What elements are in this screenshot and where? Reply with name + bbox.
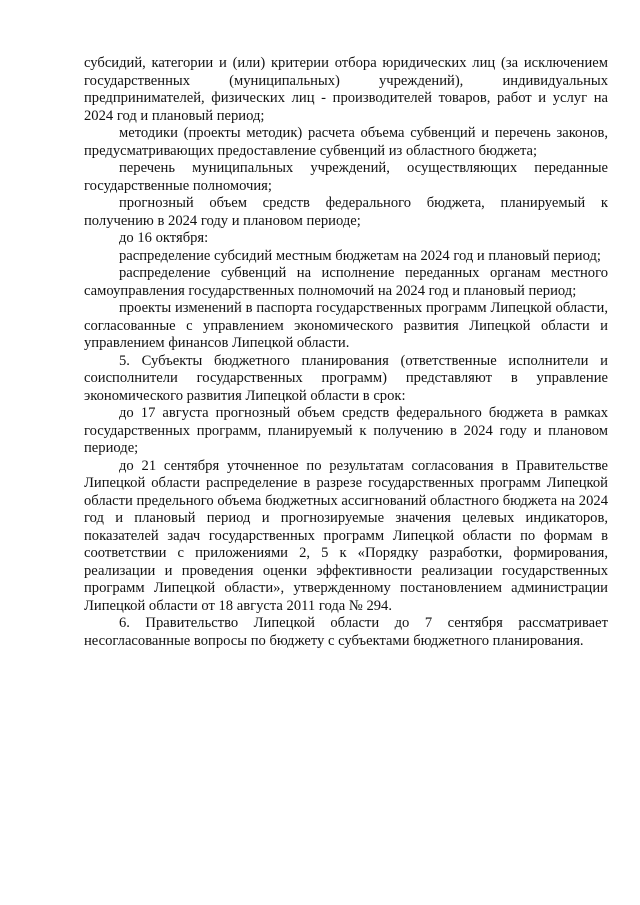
paragraph-subvention-distribution: распределение субвенций на исполнение переданных органам местного самоуправления государственных полномочий на 2024 год и плановый период; [84, 265, 608, 299]
paragraph-subsidy-distribution: распределение субсидий местным бюджетам на 2024 год и плановый период; [119, 247, 601, 264]
paragraph-deadline-oct-16: до 16 октября: [119, 230, 209, 246]
paragraph-item-5: 5. Субъекты бюджетного планирования (ответственные исполнители и соисполнители государственных программ) представляют в управление экономического развития Липецкой области в срок: [84, 352, 608, 404]
paragraph-federal-forecast: прогнозный объем средств федерального бюджета, планируемый к получению в 2024 году и плановом периоде; [84, 195, 608, 229]
paragraph-subvention-methods: методики (проекты методик) расчета объема субвенций и перечень законов, предусматривающих предоставление субвенций из областного бюджета; [84, 125, 608, 159]
paragraph-program-passport-changes: проекты изменений в паспорта государственных программ Липецкой области, согласованные с управлением экономического развития Липецкой области и управлением финансов Липецкой области. [84, 300, 608, 351]
paragraph-deadline-sep-21: до 21 сентября уточненное по результатам согласования в Правительстве Липецкой области распределение в разрезе государственных программ Липецкой области предельного объема бюджетных ассигнований областного бюджета на 2024 год и плановый период и прогнозируемые значения целевых индикаторов, показателей задач государственных программ Липецкой области по формам в соответствии с приложениями 2, 5 к «Порядку разработки, формирования, реализации и проведения оценки эффективности реализации государственных программ Липецкой области», утвержденному постановлением администрации Липецкой области от 18 августа 2011 года № 294. [84, 457, 608, 614]
document-page [84, 55, 608, 650]
paragraph-deadline-aug-17: до 17 августа прогнозный объем средств федерального бюджета в рамках государственных программ, планируемый к получению в 2024 году и плановом периоде; [84, 405, 608, 456]
paragraph-item-6: 6. Правительство Липецкой области до 7 сентября рассматривает несогласованные вопросы по бюджету с субъектами бюджетного планирования. [84, 615, 608, 649]
paragraph-municipal-institutions: перечень муниципальных учреждений, осуществляющих переданные государственные полномочия; [84, 160, 608, 194]
paragraph-subsidies-criteria: субсидий, категории и (или) критерии отбора юридических лиц (за исключением государственных (муниципальных) учреждений), индивидуальных предпринимателей, физических лиц - производителей товаров, работ и услуг на 2024 год и плановый период; [84, 55, 608, 124]
